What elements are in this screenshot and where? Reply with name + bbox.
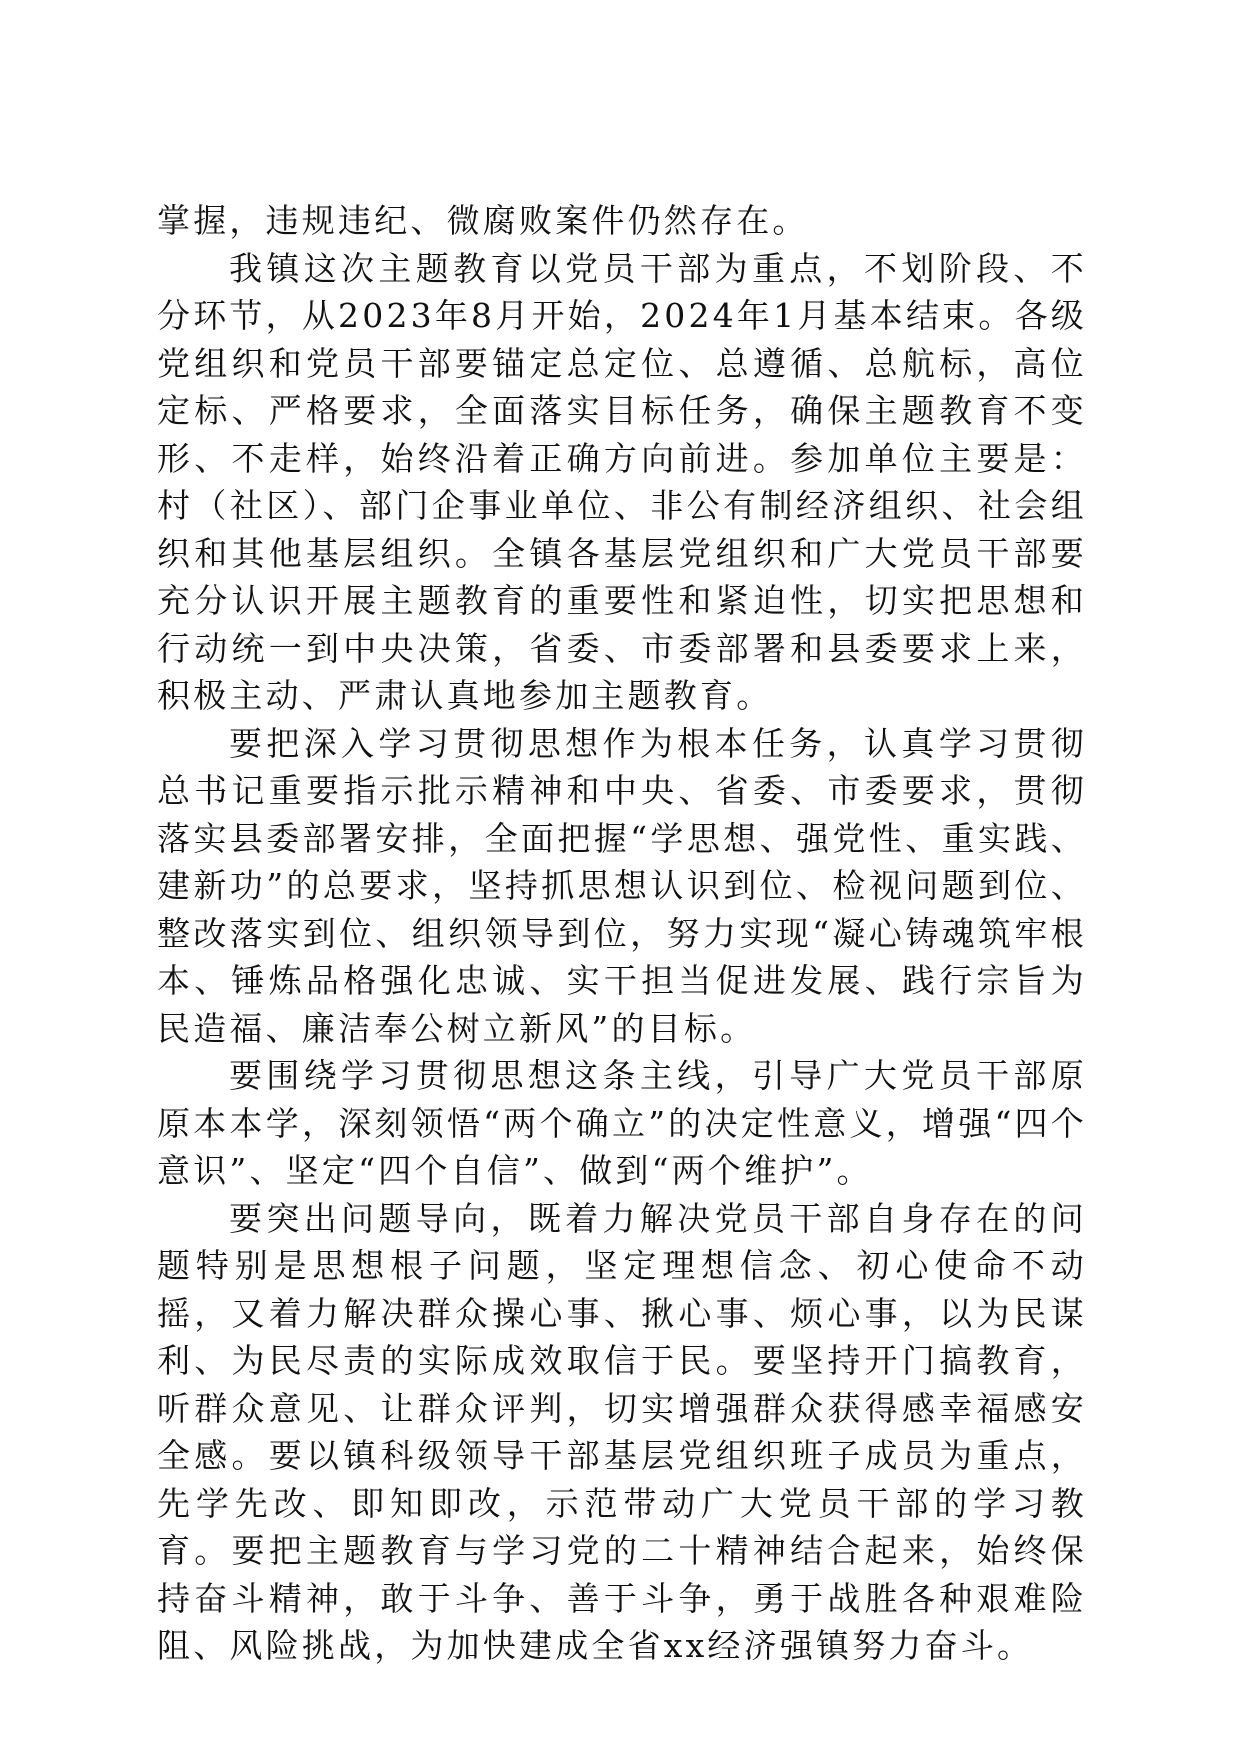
- paragraph-4: 要围绕学习贯彻思想这条主线，引导广大党员干部原原本本学，深刻领悟“两个确立”的决定性意义，增强“四个意识”、坚定“四个自信”、做到“两个维护”。: [157, 1056, 1087, 1190]
- paragraph-5: 要突出问题导向，既着力解决党员干部自身存在的问题特别是思想根子问题，坚定理想信念、初心使命不动摇，又着力解决群众操心事、揪心事、烦心事，以为民谋利、为民尽责的实际成效取信于民。要坚持开门搞教育，听群众意见、让群众评判，切实增强群众获得感幸福感安全感。要以镇科级领导干部基层党组织班子成员为重点，先学先改、即知即改，示范带动广大党员干部的学习教育。要把主题教育与学习党的二十精神结合起来，始终保持奋斗精神，敢于斗争、善于斗争，勇于战胜各种艰难险阻、风险挑战，为加快建成全省xx经济强镇努力奋斗。: [157, 1198, 1087, 1665]
- paragraph-2: 我镇这次主题教育以党员干部为重点，不划阶段、不分环节，从2023年8月开始，2024年1月基本结束。各级党组织和党员干部要锚定总定位、总遵循、总航标，高位定标、严格要求，全面落实目标任务，确保主题教育不变形、不走样，始终沿着正确方向前进。参加单位主要是：村（社区）、部门企事业单位、非公有制经济组织、社会组织和其他基层组织。全镇各基层党组织和广大党员干部要充分认识开展主题教育的重要性和紧迫性，切实把思想和行动统一到中央决策，省委、市委部署和县委要求上来，积极主动、严肃认真地参加主题教育。: [157, 248, 1087, 715]
- paragraph-1: 掌握，违规违纪、微腐败案件仍然存在。: [157, 201, 809, 240]
- document-body: [157, 197, 1087, 1670]
- paragraph-3: 要把深入学习贯彻思想作为根本任务，认真学习贯彻总书记重要指示批示精神和中央、省委、市委要求，贯彻落实县委部署安排，全面把握“学思想、强党性、重实践、建新功”的总要求，坚持抓思想认识到位、检视问题到位、整改落实到位、组织领导到位，努力实现“凝心铸魂筑牢根本、锤炼品格强化忠诚、实干担当促进发展、践行宗旨为民造福、廉洁奉公树立新风”的目标。: [157, 723, 1087, 1048]
